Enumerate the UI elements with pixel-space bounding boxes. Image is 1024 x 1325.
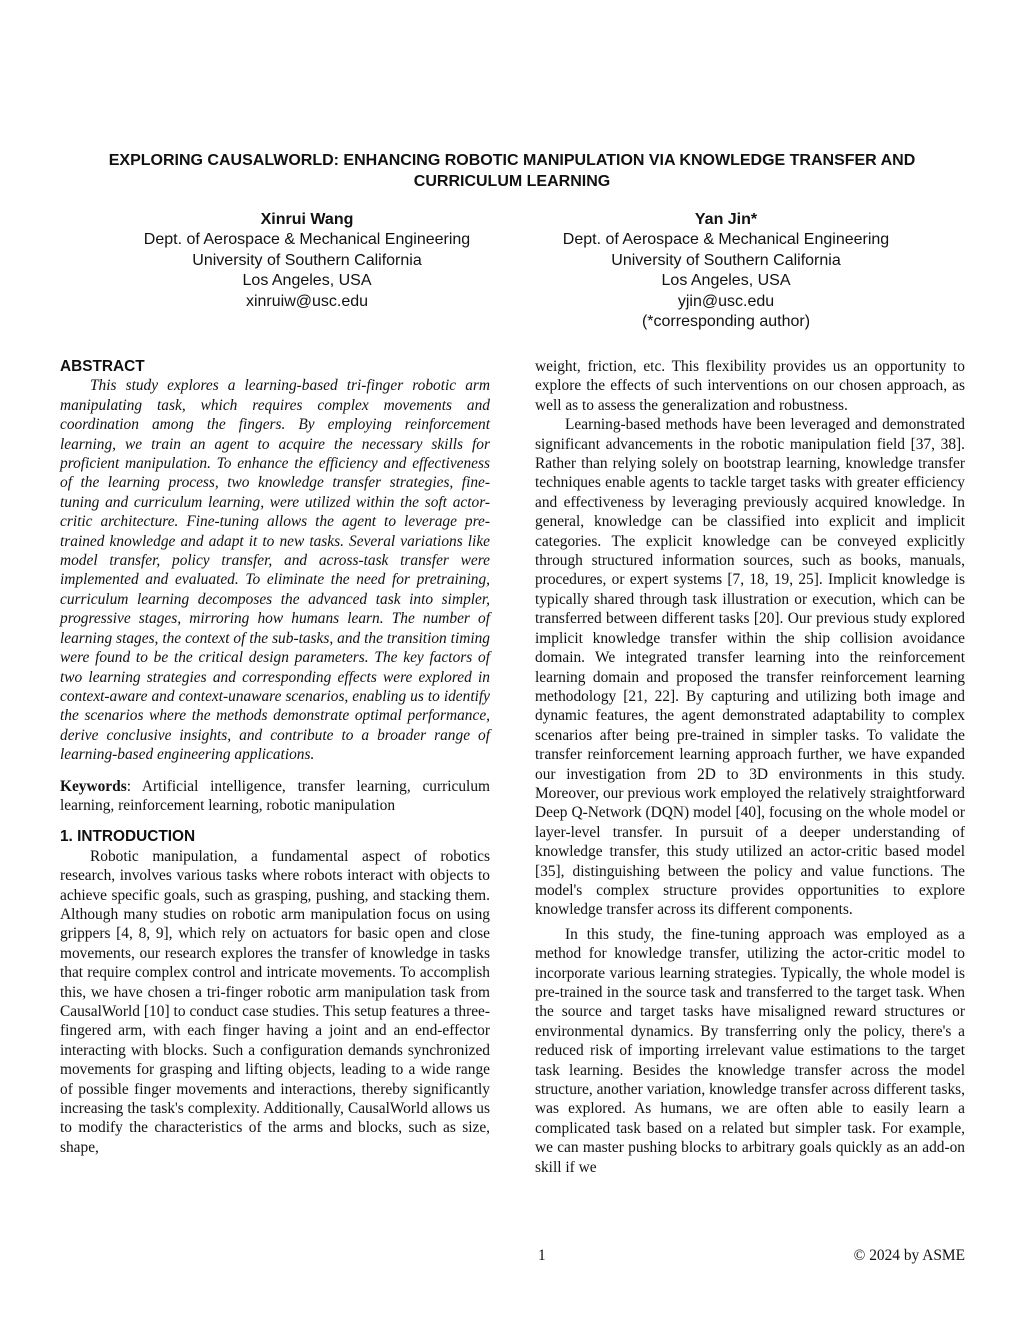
author-block-1 — [87, 210, 527, 312]
author-university: University of Southern California — [192, 251, 422, 269]
author-email[interactable]: yjin@usc.edu — [677, 292, 775, 310]
author-email[interactable]: xinruiw@usc.edu — [245, 292, 369, 310]
keywords-label: Keywords — [60, 777, 127, 795]
intro-paragraph-3: In this study, the fine-tuning approach was employed as a method for knowledge transfer, utilizing the actor-critic model to incorporate various learning strategies. Typically, the whole model is pre-trained in the source task and transferred to the target task. When the source and target tasks have misaligned reward structures or environmental dynamics. By transferring only the policy, there's a reduced risk of importing irrelevant value estimations to the target task learning. Besides the knowledge transfer across the model structure, another variation, knowledge transfer across different tasks, was explored. As humans, we are often able to easily learn a complicated task based on a related but simpler task. For example, we can master pushing blocks to arbitrary goals quickly as an add-on skill if we — [535, 925, 965, 1176]
author-dept: Dept. of Aerospace & Mechanical Engineering — [143, 231, 471, 249]
keywords — [60, 777, 490, 816]
author-location: Los Angeles, USA — [661, 272, 791, 290]
corresponding-author-note: (*corresponding author) — [641, 313, 811, 331]
abstract-heading: ABSTRACT — [60, 358, 145, 375]
abstract-text: This study explores a learning-based tri-finger robotic arm manipulating task, which requires complex movements and coordination among the fingers. By employing reinforcement learning, we train an agent to acquire the necessary skills for proficient manipulation. To enhance the efficiency and effectiveness of the learning process, two knowledge transfer strategies, fine-tuning and curriculum learning, were utilized within the soft actor-critic architecture. Fine-tuning allows the agent to leverage pre-trained knowledge and adapt it to new tasks. Several variations like model transfer, policy transfer, and across-task transfer were implemented and evaluated. To eliminate the need for pretraining, curriculum learning decomposes the advanced task into simpler, progressive stages, mirroring how humans learn. The number of learning stages, the context of the sub-tasks, and the transition timing were found to be the critical design parameters. The key factors of two learning strategies and corresponding effects were explored in context-aware and context-unaware scenarios, enabling us to identify the scenarios where the methods demonstrate optimal performance, derive conclusive insights, and contribute to a broader range of learning-based engineering applications. — [60, 377, 490, 764]
right-column — [535, 357, 965, 1177]
keywords-text: : Artificial intelligence, transfer learning, curriculum learning, reinforcement learning, robotic manipulation — [60, 777, 490, 814]
author-name: Yan Jin* — [694, 211, 758, 228]
page-number: 1 — [538, 1247, 546, 1264]
copyright-notice: © 2024 by ASME — [853, 1247, 965, 1264]
author-name: Xinrui Wang — [260, 211, 354, 228]
intro-paragraph-1: Robotic manipulation, a fundamental aspect of robotics research, involves various tasks where robots interact with objects to achieve specific goals, such as grasping, pushing, and stacking them. Although many studies on robotic arm manipulation focus on using grippers [4, 8, 9], which rely on actuators for basic open and close movements, our research explores the transfer of knowledge in tasks that require complex control and intricate movements. To accomplish this, we have chosen a tri-finger robotic arm manipulation task from CausalWorld [10] to conduct case studies. This setup features a three-fingered arm, with each finger having a joint and an end-effector interacting with blocks. Such a configuration demands synchronized movements for grasping and lifting objects, leading to a wide range of possible finger movements and interactions, thereby significantly increasing the task's complexity. Additionally, CausalWorld allows us to modify the characteristics of the arms and blocks, such as size, shape, — [60, 847, 490, 1156]
intro-paragraph-2: Learning-based methods have been leveraged and demonstrated significant advancements in the robotic manipulation field [37, 38]. Rather than relying solely on bootstrap learning, knowledge transfer techniques enable agents to tackle target tasks with greater efficiency and effectiveness by leveraging previously acquired knowledge. In general, knowledge can be classified into explicit and implicit categories. The explicit knowledge can be conveyed explicitly through structured information sources, such as books, manuals, procedures, or expert systems [7, 18, 19, 25]. Implicit knowledge is typically shared through task illustration or execution, which can be transferred between different tasks [20]. Our previous study explored implicit knowledge transfer within the ship collision avoidance domain. We integrated transfer learning into the reinforcement learning domain and proposed the transfer reinforcement learning methodology [21, 22]. By capturing and utilizing both image and dynamic features, the agent demonstrated adaptability to complex scenarios after being pre-trained in simpler tasks. To validate the transfer reinforcement learning approach further, we have expanded our investigation from 2D to 3D environments in this study. Moreover, our previous work employed the relatively straightforward Deep Q-Network (DQN) model [40], focusing on the whole model or layer-level transfer. In pursuit of a deeper understanding of knowledge transfer, this study utilized an actor-critic based model [35], distinguishing between the policy and value functions. The model's complex structure provides opportunities to explore knowledge transfer across its different components. — [535, 416, 965, 919]
author-block-2 — [506, 210, 946, 332]
author-dept: Dept. of Aerospace & Mechanical Engineering — [562, 231, 890, 249]
introduction-heading: 1. INTRODUCTION — [60, 828, 196, 846]
author-location: Los Angeles, USA — [242, 272, 372, 290]
left-column — [60, 357, 490, 1157]
author-university: University of Southern California — [611, 251, 841, 269]
paper-title: EXPLORING CAUSALWORLD: ENHANCING ROBOTIC MANIPULATION VIA KNOWLEDGE TRANSFER AND CURRICULUM LEARNING — [108, 152, 916, 190]
intro-paragraph-1-continued: weight, friction, etc. This flexibility provides us an opportunity to explore the effects of such interventions on our chosen approach, as well as to assess the generalization and robustness. — [535, 358, 965, 414]
